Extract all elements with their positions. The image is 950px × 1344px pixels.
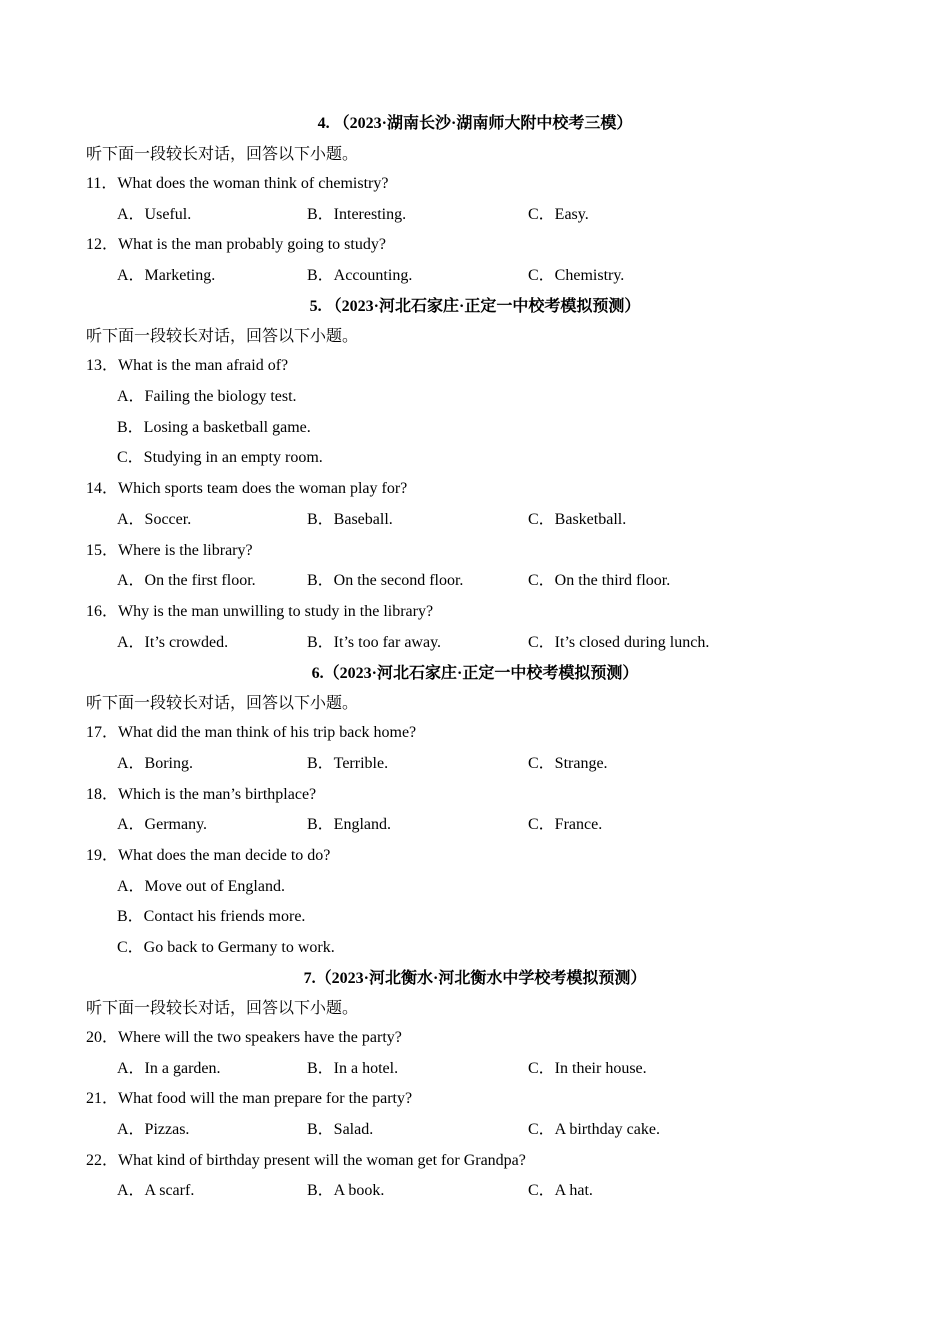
option-c: C．France.	[528, 816, 603, 833]
question-13-option-a: A．Failing the biology test.	[117, 388, 297, 405]
option-b: B．On the second floor.	[307, 572, 464, 589]
section-6-instruction: 听下面一段较长对话，回答以下小题。	[86, 695, 359, 712]
question-15: 15．Where is the library?	[86, 542, 253, 559]
option-b: B．Terrible.	[307, 755, 389, 772]
option-c: C．In their house.	[528, 1060, 647, 1077]
option-a: A．In a garden.	[117, 1060, 221, 1077]
section-4-heading: 4. （2023·湖南长沙·湖南师大附中校考三模）	[317, 115, 633, 132]
question-22: 22．What kind of birthday present will the woman get for Grandpa?	[86, 1152, 526, 1169]
section-4-instruction: 听下面一段较长对话，回答以下小题。	[86, 146, 359, 163]
option-c: C．A hat.	[528, 1182, 593, 1199]
option-b: B．England.	[307, 816, 391, 833]
section-7-instruction: 听下面一段较长对话，回答以下小题。	[86, 1000, 359, 1017]
option-a: A．Boring.	[117, 755, 194, 772]
option-c: C．Strange.	[528, 755, 608, 772]
option-c: C．It’s closed during lunch.	[528, 634, 710, 651]
question-11: 11．What does the woman think of chemistry?	[86, 175, 389, 192]
option-b: B．Interesting.	[307, 206, 407, 223]
question-14: 14．Which sports team does the woman play for?	[86, 480, 408, 497]
question-19-option-c: C．Go back to Germany to work.	[117, 939, 335, 956]
option-b: B．Baseball.	[307, 511, 393, 528]
option-b: B．It’s too far away.	[307, 634, 442, 651]
question-16: 16．Why is the man unwilling to study in the library?	[86, 603, 434, 620]
option-a: A．It’s crowded.	[117, 634, 229, 651]
section-5-instruction: 听下面一段较长对话，回答以下小题。	[86, 328, 359, 345]
option-c: C．A birthday cake.	[528, 1121, 660, 1138]
question-19: 19．What does the man decide to do?	[86, 847, 331, 864]
question-13: 13．What is the man afraid of?	[86, 357, 289, 374]
option-a: A．Soccer.	[117, 511, 192, 528]
option-b: B．Salad.	[307, 1121, 374, 1138]
question-17: 17．What did the man think of his trip back home?	[86, 724, 417, 741]
option-a: A．Useful.	[117, 206, 192, 223]
option-a: A．A scarf.	[117, 1182, 195, 1199]
option-c: C．Chemistry.	[528, 267, 625, 284]
option-b: B．Accounting.	[307, 267, 413, 284]
option-c: C．Easy.	[528, 206, 589, 223]
option-a: A．On the first floor.	[117, 572, 256, 589]
option-a: A．Pizzas.	[117, 1121, 190, 1138]
question-13-option-c: C．Studying in an empty room.	[117, 449, 323, 466]
section-6-heading: 6.（2023·河北石家庄·正定一中校考模拟预测）	[311, 665, 639, 682]
option-c: C．On the third floor.	[528, 572, 671, 589]
question-21: 21．What food will the man prepare for the party?	[86, 1090, 413, 1107]
option-b: B．In a hotel.	[307, 1060, 399, 1077]
section-5-heading: 5. （2023·河北石家庄·正定一中校考模拟预测）	[309, 298, 641, 315]
question-20: 20．Where will the two speakers have the party?	[86, 1029, 402, 1046]
question-19-option-a: A．Move out of England.	[117, 878, 285, 895]
question-18: 18．Which is the man’s birthplace?	[86, 786, 317, 803]
section-7-heading: 7.（2023·河北衡水·河北衡水中学校考模拟预测）	[303, 970, 647, 987]
option-c: C．Basketball.	[528, 511, 627, 528]
option-a: A．Marketing.	[117, 267, 216, 284]
option-b: B．A book.	[307, 1182, 385, 1199]
question-13-option-b: B．Losing a basketball game.	[117, 419, 311, 436]
question-12: 12．What is the man probably going to study?	[86, 236, 386, 253]
question-19-option-b: B．Contact his friends more.	[117, 908, 306, 925]
option-a: A．Germany.	[117, 816, 208, 833]
